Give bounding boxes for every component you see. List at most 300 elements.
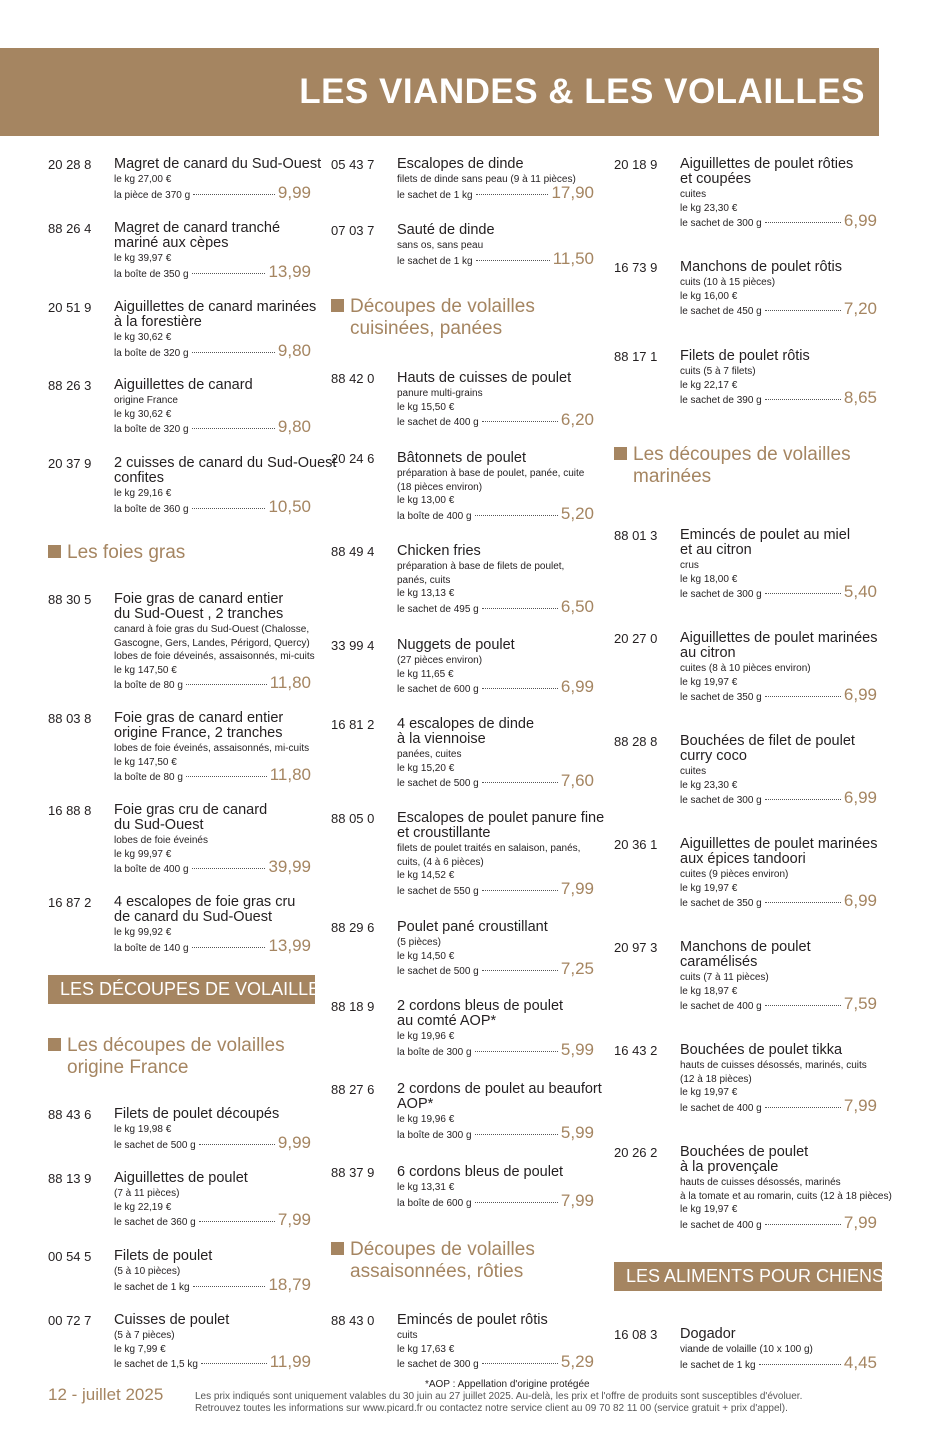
price-value: 39,99 [268,857,311,876]
header-banner [0,48,879,136]
price-value: 5,99 [560,1039,594,1059]
section-heading-line [48,1057,285,1079]
footer-validity-text: Les prix indiqués sont uniquement valables du 30 juin au 27 juillet 2025. Au-delà, les prix et l'offre de produits sont susceptibles d'évoluer. [195,1391,803,1402]
price-label: la boîte de 80 g [114,772,183,783]
price-line [114,857,311,877]
category-box: LES ALIMENTS POUR CHIENS [614,1262,882,1291]
product-code: 16 81 2 [331,717,375,732]
product-name: Bâtonnets de poulet [397,450,526,466]
price-label: le sachet de 350 g [680,898,762,909]
price-line [680,788,877,808]
price-value: 7,25 [560,959,594,978]
price-leader-dots [482,890,558,891]
product-name: Dogador [680,1326,736,1342]
product-code: 88 28 8 [614,734,658,749]
price-leader-dots [476,194,549,195]
product-name: du Sud-Ouest , 2 tranches [114,606,284,622]
price-value: 7,99 [843,1212,877,1232]
page-title: LES VIANDES & LES VOLAILLES [299,72,865,111]
product-code: 16 87 2 [48,895,92,910]
section-square-icon [331,299,344,312]
product-detail: canard à foie gras du Sud-Ouest (Chalosse, [114,624,310,635]
price-line [397,1191,594,1211]
price-value: 6,99 [843,891,877,910]
product-name: Nuggets de poulet [397,637,515,653]
price-value: 4,45 [843,1352,877,1372]
product-detail: le kg 147,50 € [114,664,177,676]
price-value: 6,99 [843,685,877,704]
product-code: 20 27 0 [614,631,658,646]
price-leader-dots [482,782,558,783]
price-label: le sachet de 1 kg [114,1281,190,1293]
product-detail: le kg 19,96 € [397,1114,455,1125]
product-detail: cuites [680,189,707,200]
product-detail: cuits, (4 à 6 pièces) [397,856,484,868]
product-name: Aiguillettes de poulet marinées [680,630,878,646]
product-code: 88 05 0 [331,811,375,826]
price-line [397,1040,594,1060]
product-detail: le kg 29,16 € [114,488,172,499]
price-leader-dots [765,1107,841,1108]
product-code: 88 13 9 [48,1171,92,1186]
product-detail: (18 pièces environ) [397,481,483,493]
price-value: 7,99 [277,1210,311,1229]
price-label: le sachet de 400 g [680,1219,762,1231]
price-line [680,211,877,231]
product-detail: (7 à 11 pièces) [114,1188,180,1199]
product-name: à la forestière [114,314,202,330]
price-line [680,388,877,408]
price-label: la boîte de 600 g [397,1197,472,1209]
product-code: 16 08 3 [614,1327,658,1342]
product-name: caramélisés [680,954,758,970]
price-leader-dots [482,421,558,422]
price-value: 9,99 [277,182,311,202]
price-leader-dots [765,222,841,223]
product-detail: le kg 27,00 € [114,174,172,185]
product-detail: (5 pièces) [397,937,441,948]
product-name: Aiguillettes de poulet marinées [680,836,878,852]
product-code: 88 01 3 [614,528,658,543]
product-code: 88 43 0 [331,1313,375,1328]
product-name: confites [114,470,164,486]
product-detail: le kg 147,50 € [114,756,177,768]
price-leader-dots [192,352,275,353]
price-value: 7,99 [560,878,594,898]
price-label: la boîte de 400 g [114,864,189,875]
product-code: 20 51 9 [48,300,92,315]
product-name: et au citron [680,542,752,558]
product-name: Aiguillettes de poulet [114,1170,248,1186]
price-value: 7,20 [843,299,877,318]
product-detail: le kg 22,19 € [114,1201,172,1213]
product-detail: le kg 13,31 € [397,1182,455,1193]
product-detail: (27 pièces environ) [397,655,483,666]
price-label: le sachet de 450 g [680,306,762,317]
product-detail: le kg 19,98 € [114,1124,172,1135]
product-code: 20 26 2 [614,1145,658,1160]
product-detail: cuites [680,766,707,777]
product-name: Emincés de poulet rôtis [397,1312,548,1328]
price-label: le sachet de 300 g [397,1359,479,1370]
product-detail: le kg 15,20 € [397,762,455,774]
price-value: 18,79 [268,1274,311,1294]
product-name: Poulet pané croustillant [397,919,548,935]
product-code: 88 37 9 [331,1165,375,1180]
product-name: Cuisses de poulet [114,1312,230,1328]
product-name: Aiguillettes de poulet rôties [680,156,854,172]
product-detail: (5 à 10 pièces) [114,1266,181,1277]
price-leader-dots [475,1202,558,1203]
product-name: Hauts de cuisses de poulet [397,370,572,386]
price-value: 5,29 [560,1352,594,1371]
price-leader-dots [193,1286,266,1287]
price-line [680,891,877,911]
product-name: et croustillante [397,825,491,841]
product-detail: le kg 23,30 € [680,779,738,791]
price-leader-dots [765,696,841,697]
section-heading-text: assaisonnées, rôties [350,1261,524,1282]
price-leader-dots [475,515,558,516]
category-box: LES DÉCOUPES DE VOLAILLES [48,975,315,1004]
product-name: du Sud-Ouest [114,817,204,833]
product-name: 2 cuisses de canard du Sud-Ouest [114,455,337,471]
product-name: Manchons de poulet [680,939,811,955]
price-value: 6,50 [560,596,594,616]
section-heading-line [614,444,851,466]
price-value: 8,65 [843,388,877,407]
product-name: Foie gras cru de canard [114,802,268,818]
section-heading-text: origine France [67,1057,189,1078]
price-leader-dots [193,194,275,195]
product-detail: le kg 19,97 € [680,676,738,688]
price-line [114,262,311,282]
product-code: 88 03 8 [48,711,92,726]
section-heading-text: cuisinées, panées [350,318,503,339]
section-square-icon [331,1242,344,1255]
price-line [114,341,311,361]
product-code: 88 26 3 [48,378,92,393]
product-name: mariné aux cèpes [114,235,229,251]
product-detail: cuits (5 à 7 filets) [680,366,756,377]
product-name: Bouchées de poulet [680,1144,809,1160]
price-value: 11,80 [269,673,311,692]
product-code: 16 73 9 [614,260,658,275]
product-detail: Gascogne, Gers, Landes, Périgord, Quercy) [114,637,310,649]
section-square-icon [48,545,61,558]
product-name: Bouchées de poulet tikka [680,1042,843,1058]
price-label: le sachet de 495 g [397,603,479,615]
price-line [114,936,311,956]
price-leader-dots [765,310,841,311]
price-value: 7,99 [560,1190,594,1210]
price-line [680,685,877,705]
price-line [114,1133,311,1153]
aop-footnote: *AOP : Appellation d'origine protégée [425,1379,590,1390]
product-detail: panées, cuites [397,749,462,760]
product-detail: hauts de cuisses désossés, marinés, cuits [680,1060,867,1071]
price-leader-dots [482,970,558,971]
price-line [114,1275,311,1295]
section-heading-text: Les découpes de volailles [633,444,851,465]
price-leader-dots [765,1005,841,1006]
price-label: le sachet de 300 g [680,795,762,806]
price-label: la boîte de 300 g [397,1129,472,1141]
price-value: 10,50 [268,496,311,516]
product-name: 4 escalopes de foie gras cru [114,894,296,910]
price-label: le sachet de 400 g [680,1001,762,1012]
section-heading [48,1035,285,1079]
price-leader-dots [192,508,266,509]
product-code: 88 26 4 [48,221,92,236]
product-detail: le kg 30,62 € [114,332,172,343]
page-number: 12 - juillet 2025 [48,1385,164,1404]
product-detail: le kg 18,97 € [680,985,738,997]
price-value: 11,80 [269,765,311,784]
price-line [114,417,311,437]
product-code: 20 97 3 [614,940,658,955]
price-leader-dots [765,399,841,400]
price-label: la boîte de 350 g [114,268,189,280]
price-leader-dots [201,1363,267,1364]
price-line [114,183,311,203]
price-label: le sachet de 600 g [397,684,479,695]
price-line [680,299,877,319]
price-line [397,771,594,791]
price-value: 6,99 [560,677,594,696]
product-name: Foie gras de canard entier [114,591,284,607]
section-heading-line [48,1035,285,1057]
product-name: Aiguillettes de canard [114,377,253,393]
product-code: 20 36 1 [614,837,658,852]
price-leader-dots [199,1144,275,1145]
product-detail: cuites (8 à 10 pièces environ) [680,663,811,674]
price-line [397,410,594,430]
product-detail: hauts de cuisses désossés, marinés [680,1177,841,1188]
product-detail: sans os, sans peau [397,240,484,251]
price-line [397,879,594,899]
product-detail: (12 à 18 pièces) [680,1073,752,1085]
price-value: 7,60 [560,771,594,790]
product-detail: le kg 16,00 € [680,290,738,302]
price-leader-dots [192,947,266,948]
product-name: 2 cordons bleus de poulet [397,998,564,1014]
product-detail: le kg 13,00 € [397,495,455,506]
product-code: 88 30 5 [48,592,92,607]
product-detail: le kg 14,52 € [397,870,455,881]
product-name: de canard du Sud-Ouest [114,909,272,925]
product-detail: cuites (9 pièces environ) [680,869,789,880]
product-detail: le kg 7,99 € [114,1343,166,1355]
section-square-icon [614,447,627,460]
product-detail: cuits (10 à 15 pièces) [680,277,776,288]
product-detail: le kg 14,50 € [397,950,455,962]
product-detail: le kg 17,63 € [397,1343,455,1355]
price-leader-dots [186,776,267,777]
section-heading-line [331,1239,535,1261]
product-name: Emincés de poulet au miel [680,527,851,543]
product-name: à la provençale [680,1159,779,1175]
product-name: Bouchées de filet de poulet [680,733,855,749]
product-detail: cuits [397,1330,418,1341]
price-leader-dots [759,1364,841,1365]
product-code: 88 42 0 [331,371,375,386]
price-line [680,1213,877,1233]
product-name: Sauté de dinde [397,222,495,238]
product-detail: préparation à base de filets de poulet, [397,561,565,572]
price-leader-dots [765,593,841,594]
product-name: Filets de poulet rôtis [680,348,810,364]
product-detail: le kg 30,62 € [114,408,172,420]
price-value: 7,99 [843,1095,877,1115]
price-label: la boîte de 400 g [397,510,472,522]
price-label: le sachet de 300 g [680,589,762,600]
product-detail: le kg 15,50 € [397,401,455,413]
price-label: la boîte de 320 g [114,347,189,359]
product-name: curry coco [680,748,747,764]
product-name: aux épices tandoori [680,851,806,867]
product-code: 05 43 7 [331,157,375,172]
product-detail: le kg 13,13 € [397,588,455,599]
price-leader-dots [475,1051,558,1052]
product-code: 20 18 9 [614,157,658,172]
product-detail: crus [680,560,699,571]
product-name: au citron [680,645,736,661]
price-value: 6,20 [560,410,594,429]
product-detail: filets de poulet traités en salaison, panés, [397,843,581,854]
product-detail: lobes de foie éveinés, assaisonnés, mi-cuits [114,743,310,754]
product-code: 88 49 4 [331,544,375,559]
price-label: le sachet de 550 g [397,885,479,897]
product-detail: le kg 19,96 € [397,1031,455,1042]
product-name: Manchons de poulet rôtis [680,259,843,275]
product-code: 16 43 2 [614,1043,658,1058]
price-label: le sachet de 500 g [397,778,479,789]
product-name: au comté AOP* [397,1013,497,1029]
section-heading-text: Découpes de volailles [350,1239,535,1260]
footer-contact-text: Retrouvez toutes les informations sur www.picard.fr ou contactez notre service client au 09 70 82 11 00 (service gratuit + prix d'appel). [195,1403,788,1414]
price-leader-dots [199,1221,275,1222]
product-code: 00 72 7 [48,1313,92,1328]
price-leader-dots [475,1134,558,1135]
price-label: le sachet de 360 g [114,1217,196,1228]
product-detail: cuits (7 à 11 pièces) [680,972,769,983]
price-line [680,1353,877,1373]
section-square-icon [48,1038,61,1051]
product-detail: le kg 18,00 € [680,573,738,585]
price-leader-dots [192,868,266,869]
price-label: le sachet de 390 g [680,395,762,406]
price-value: 9,80 [277,417,311,436]
product-name: Filets de poulet découpés [114,1106,280,1122]
section-heading-text: marinées [633,466,712,487]
price-value: 13,99 [268,935,311,955]
product-name: et coupées [680,171,751,187]
product-detail: le kg 99,97 € [114,848,172,860]
product-name: Foie gras de canard entier [114,710,284,726]
product-detail: panure multi-grains [397,388,483,399]
product-name: à la viennoise [397,731,486,747]
price-leader-dots [476,260,550,261]
product-detail: (5 à 7 pièces) [114,1330,175,1341]
product-code: 88 43 6 [48,1107,92,1122]
product-code: 07 03 7 [331,223,375,238]
product-name: 6 cordons bleus de poulet [397,1164,564,1180]
price-leader-dots [765,1224,841,1225]
price-line [397,1123,594,1143]
section-heading-text: Les découpes de volailles [67,1035,285,1056]
product-name: Escalopes de dinde [397,156,524,172]
product-name: Chicken fries [397,543,481,559]
price-leader-dots [765,799,841,800]
product-detail: le kg 19,97 € [680,1204,738,1215]
price-label: le sachet de 300 g [680,218,762,229]
price-value: 11,99 [269,1352,311,1371]
product-detail: lobes de foie éveinés [114,835,208,846]
section-heading [331,296,535,340]
price-leader-dots [192,428,275,429]
price-label: le sachet de 400 g [680,1102,762,1114]
price-line [114,673,311,693]
price-line [680,1096,877,1116]
product-name: Magret de canard du Sud-Ouest [114,156,322,172]
price-label: la boîte de 360 g [114,503,189,515]
price-label: la boîte de 300 g [397,1046,472,1058]
price-label: la pièce de 370 g [114,189,191,201]
price-leader-dots [482,1363,558,1364]
product-detail: le kg 19,97 € [680,1087,738,1098]
product-code: 88 27 6 [331,1082,375,1097]
product-code: 00 54 5 [48,1249,92,1264]
section-heading [614,444,851,488]
price-value: 6,99 [843,788,877,807]
product-detail: origine France [114,395,178,406]
price-value: 17,90 [551,182,594,202]
price-value: 13,99 [268,261,311,281]
section-heading [48,542,185,564]
price-line [114,1210,311,1230]
product-code: 88 18 9 [331,999,375,1014]
section-heading-text: Découpes de volailles [350,296,535,317]
section-heading-line [331,318,535,340]
product-detail: le kg 23,30 € [680,202,738,214]
price-label: la boîte de 320 g [114,424,189,435]
section-heading-text: Les foies gras [67,542,186,563]
price-label: le sachet de 500 g [397,966,479,977]
price-value: 5,20 [560,503,594,523]
product-name: Magret de canard tranché [114,220,281,236]
price-line [397,249,594,269]
price-value: 5,40 [843,582,877,601]
product-detail: viande de volaille (10 x 100 g) [680,1344,813,1355]
product-code: 33 99 4 [331,638,375,653]
price-value: 6,99 [843,211,877,230]
price-line [114,765,311,785]
product-detail: le kg 19,97 € [680,882,738,894]
price-line [114,497,311,517]
product-detail: préparation à base de poulet, panée, cuite [397,468,585,479]
product-detail: le kg 99,92 € [114,927,172,938]
price-line [114,1352,311,1372]
price-label: le sachet de 1 kg [680,1359,756,1371]
section-heading-line [614,466,851,488]
product-code: 88 17 1 [614,349,658,364]
price-line [680,582,877,602]
product-detail: panés, cuits [397,574,451,586]
price-value: 7,59 [843,994,877,1013]
product-code: 88 29 6 [331,920,375,935]
price-leader-dots [186,684,267,685]
